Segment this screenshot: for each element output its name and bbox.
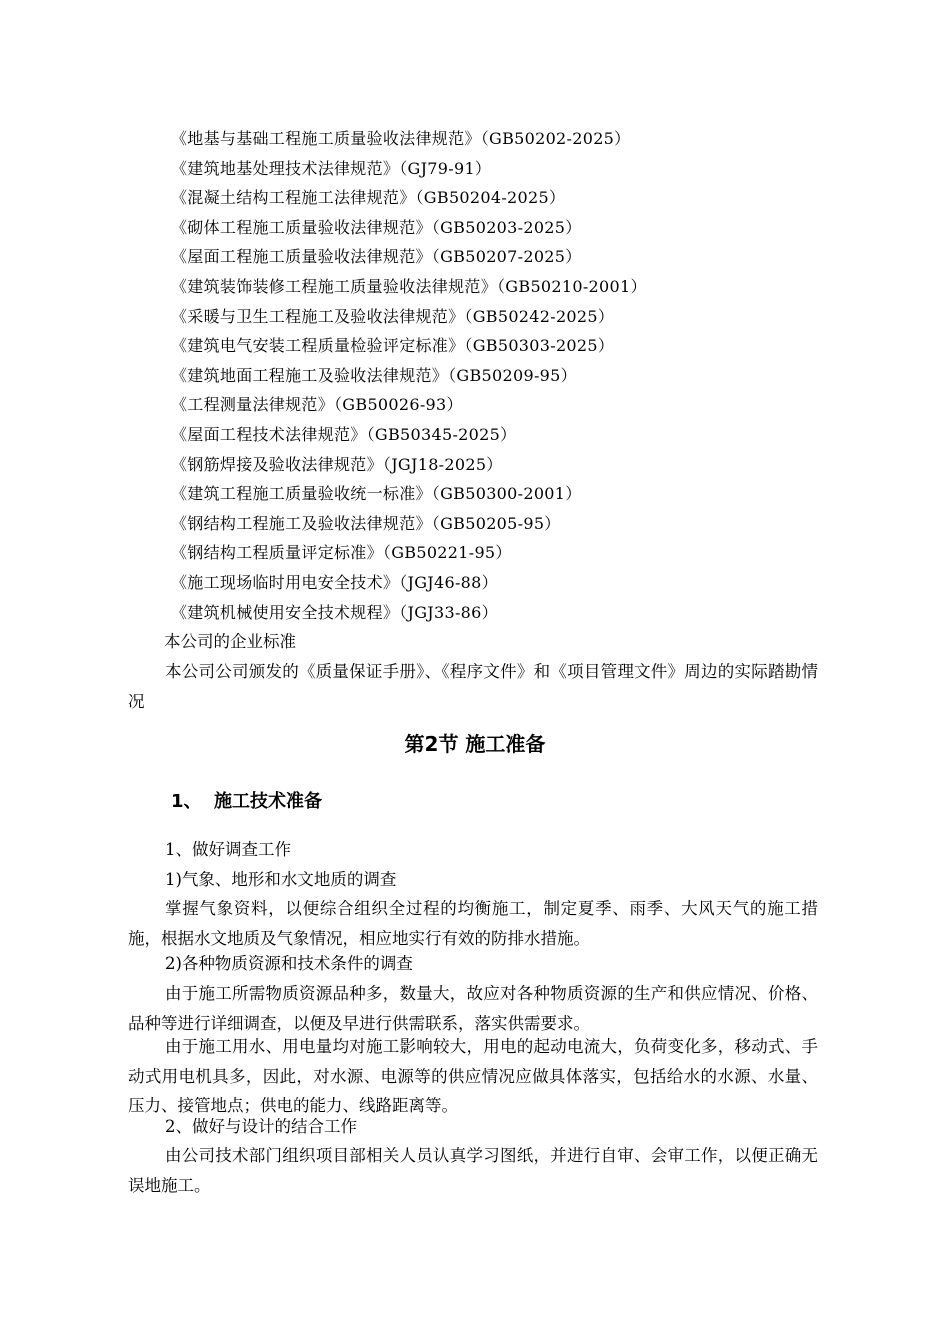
standard-item: 《工程测量法律规范》（GB50026-93） [171, 395, 463, 415]
item1-sub1-heading: 1)气象、地形和水文地质的调查 [165, 870, 397, 889]
company-paragraph: 本公司公司颁发的《质量保证手册》、《程序文件》和《项目管理文件》周边的实际踏勘情况 [128, 662, 818, 711]
item2-heading: 2、做好与设计的结合工作 [165, 1117, 357, 1136]
subsection-number: 1、 [171, 791, 202, 812]
standard-item: 《地基与基础工程施工质量验收法律规范》（GB50202-2025） [171, 129, 631, 148]
standard-item: 《砌体工程施工质量验收法律规范》（GB50203-2025） [171, 217, 582, 237]
item1-sub2-paragraph-2: 由于施工用水、用电量均对施工影响较大，用电的起动电流大，负荷变化多，移动式、手动式用电机具多，因此，对水源、电源等的供应情况应做具体落实，包括给水的水源、水量、压力、接管地点；供电的能力、线路距离等。 [128, 1037, 818, 1115]
standard-item: 《钢筋焊接及验收法律规范》（JGJ18-2025） [171, 454, 503, 474]
standard-item: 《钢结构工程质量评定标准》（GB50221-95） [171, 543, 512, 563]
item1-sub2-heading: 2)各种物质资源和技术条件的调查 [165, 954, 413, 973]
item1-sub2-paragraph-1: 由于施工所需物质资源品种多，数量大，故应对各种物质资源的生产和供应情况、价格、品种等进行详细调查，以便及早进行供需联系，落实供需要求。 [128, 984, 818, 1033]
standard-item: 《钢结构工程施工及验收法律规范》（GB50205-95） [171, 513, 561, 533]
section-title: 第2节 施工准备 [404, 732, 546, 756]
subsection-title: 施工技术准备 [214, 791, 322, 812]
standard-item: 《建筑地面工程施工及验收法律规范》（GB50209-95） [171, 365, 577, 385]
subsection-heading [171, 789, 322, 815]
standard-item: 《建筑装饰装修工程施工质量验收法律规范》（GB50210-2001） [171, 276, 647, 296]
standard-item: 《屋面工程技术法律规范》（GB50345-2025） [171, 424, 517, 444]
standard-item: 《建筑地基处理技术法律规范》（GJ79-91） [171, 158, 492, 178]
item1-sub1-paragraph: 掌握气象资料，以便综合组织全过程的均衡施工，制定夏季、雨季、大风天气的施工措施，根据水文地质及气象情况，相应地实行有效的防排水措施。 [128, 899, 818, 948]
standard-item: 《施工现场临时用电安全技术》（JGJ46-88） [171, 572, 498, 592]
standards-list [171, 124, 871, 627]
standard-item: 《建筑机械使用安全技术规程》（JGJ33-86） [171, 602, 498, 622]
standard-item: 《混凝土结构工程施工法律规范》（GB50204-2025） [171, 188, 566, 208]
item2-paragraph: 由公司技术部门组织项目部相关人员认真学习图纸，并进行自审、会审工作，以便正确无误地施工。 [128, 1146, 818, 1195]
standard-item: 《屋面工程施工质量验收法律规范》（GB50207-2025） [171, 247, 582, 267]
company-standard-label: 本公司的企业标准 [164, 632, 296, 651]
item1-heading: 1、做好调查工作 [165, 840, 291, 859]
standard-item: 《建筑电气安装工程质量检验评定标准》（GB50303-2025） [171, 336, 615, 356]
standard-item: 《采暖与卫生工程施工及验收法律规范》（GB50242-2025） [171, 306, 615, 326]
standard-item: 《建筑工程施工质量验收统一标准》（GB50300-2001） [171, 484, 582, 504]
